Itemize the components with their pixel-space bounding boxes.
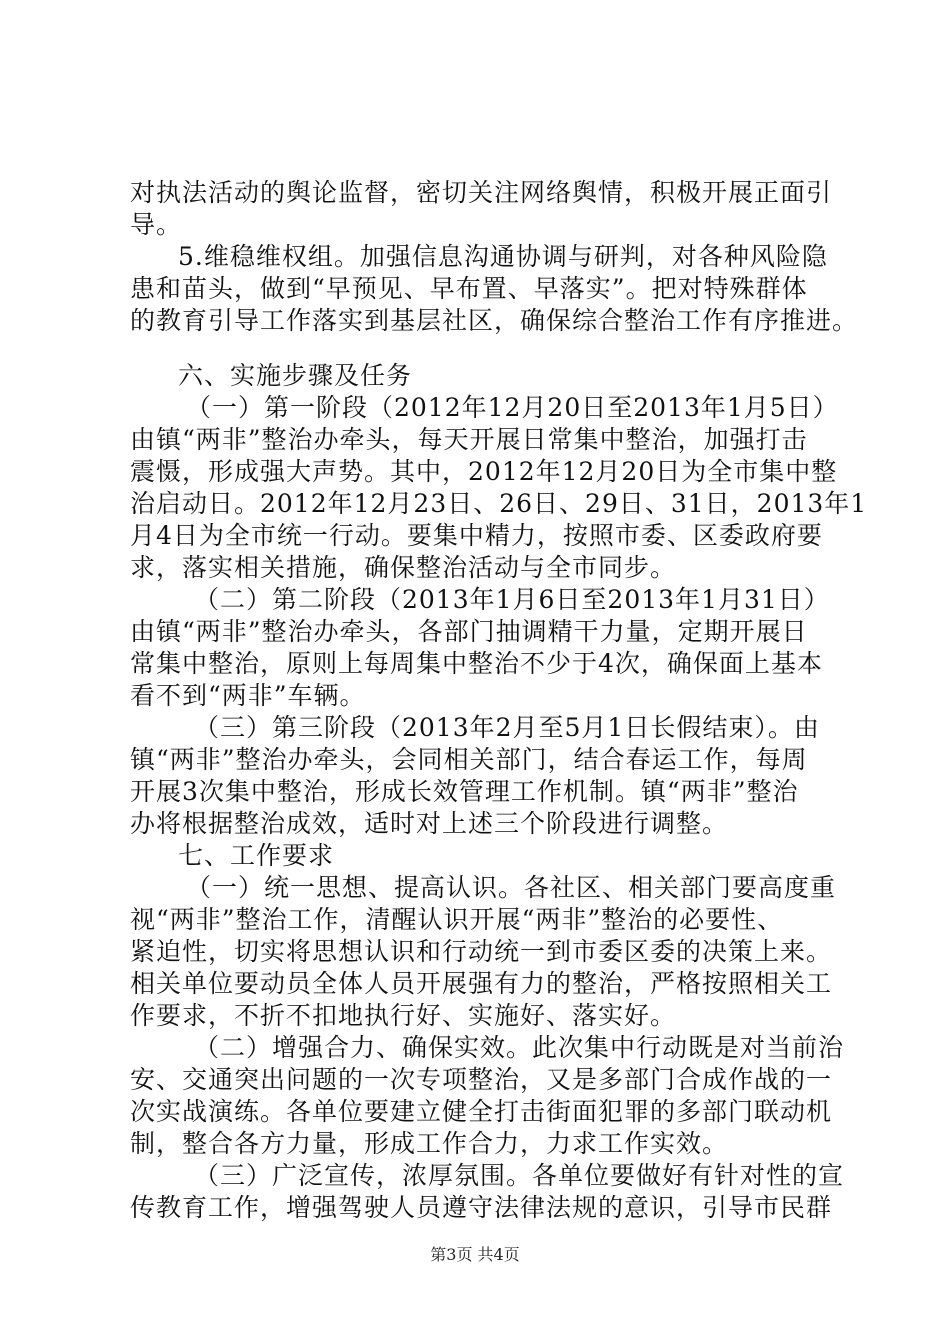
body-line: 办将根据整治成效，适时对上述三个阶段进行调整。 bbox=[130, 809, 729, 838]
body-line: 次实战演练。各单位要建立健全打击街面犯罪的多部门联动机 bbox=[130, 1097, 833, 1126]
subsection-heading: （一）第一阶段（2012年12月20日至2013年1月5日） bbox=[186, 393, 839, 422]
body-line: 看不到“两非”车辆。 bbox=[130, 681, 366, 710]
paragraph-start-line: 5.维稳维权组。加强信息沟通协调与研判，对各种风险隐 bbox=[178, 242, 828, 271]
body-line: 对执法活动的舆论监督，密切关注网络舆情，积极开展正面引 bbox=[130, 178, 833, 207]
body-line: 常集中整治，原则上每周集中整治不少于4次，确保面上基本 bbox=[130, 649, 823, 678]
section-heading: 七、工作要求 bbox=[178, 841, 335, 870]
body-line: 震慑，形成强大声势。其中，2012年12月20日为全市集中整 bbox=[130, 457, 838, 486]
body-line: 传教育工作，增强驾驶人员遵守法律法规的意识，引导市民群 bbox=[130, 1193, 833, 1222]
body-line: 导。 bbox=[130, 210, 183, 239]
body-line: 镇“两非”整治办牵头，会同相关部门，结合春运工作，每周 bbox=[130, 745, 808, 774]
body-line: 求，落实相关措施，确保整治活动与全市同步。 bbox=[130, 553, 677, 582]
body-line: 月4日为全市统一行动。要集中精力，按照市委、区委政府要 bbox=[130, 521, 823, 550]
subsection-heading: （三）第三阶段（2013年2月至5月1日长假结束）。由 bbox=[194, 713, 820, 742]
body-line: 作要求，不折不扣地执行好、实施好、落实好。 bbox=[130, 1001, 677, 1030]
subsection-heading: （二）第二阶段（2013年1月6日至2013年1月31日） bbox=[194, 585, 830, 614]
body-line: 由镇“两非”整治办牵头，每天开展日常集中整治，加强打击 bbox=[130, 425, 808, 454]
section-heading: 六、实施步骤及任务 bbox=[178, 361, 413, 390]
body-line: 的教育引导工作落实到基层社区，确保综合整治工作有序推进。 bbox=[130, 306, 859, 335]
body-line: 紧迫性，切实将思想认识和行动统一到市委区委的决策上来。 bbox=[130, 937, 833, 966]
body-line: 由镇“两非”整治办牵头，各部门抽调精干力量，定期开展日 bbox=[130, 617, 808, 646]
body-line: 开展3次集中整治，形成长效管理工作机制。镇“两非”整治 bbox=[130, 777, 799, 806]
body-line: 相关单位要动员全体人员开展强有力的整治，严格按照相关工 bbox=[130, 969, 833, 998]
page-footer: 第3页 共4页 bbox=[430, 1245, 520, 1264]
body-line: 患和苗头，做到“早预见、早布置、早落实”。把对特殊群体 bbox=[130, 274, 808, 303]
subsection-heading: （三）广泛宣传，浓厚氛围。各单位要做好有针对性的宣 bbox=[194, 1161, 845, 1190]
body-line: 安、交通突出问题的一次专项整治，又是多部门合成作战的一 bbox=[130, 1065, 833, 1094]
body-line: 视“两非”整治工作，清醒认识开展“两非”整治的必要性、 bbox=[130, 905, 784, 934]
body-line: 治启动日。2012年12月23日、26日、29日、31日，2013年1 bbox=[130, 489, 868, 518]
subsection-heading: （一）统一思想、提高认识。各社区、相关部门要高度重 bbox=[186, 873, 837, 902]
body-line: 制，整合各方力量，形成工作合力，力求工作实效。 bbox=[130, 1129, 729, 1158]
subsection-heading: （二）增强合力、确保实效。此次集中行动既是对当前治 bbox=[194, 1033, 845, 1062]
